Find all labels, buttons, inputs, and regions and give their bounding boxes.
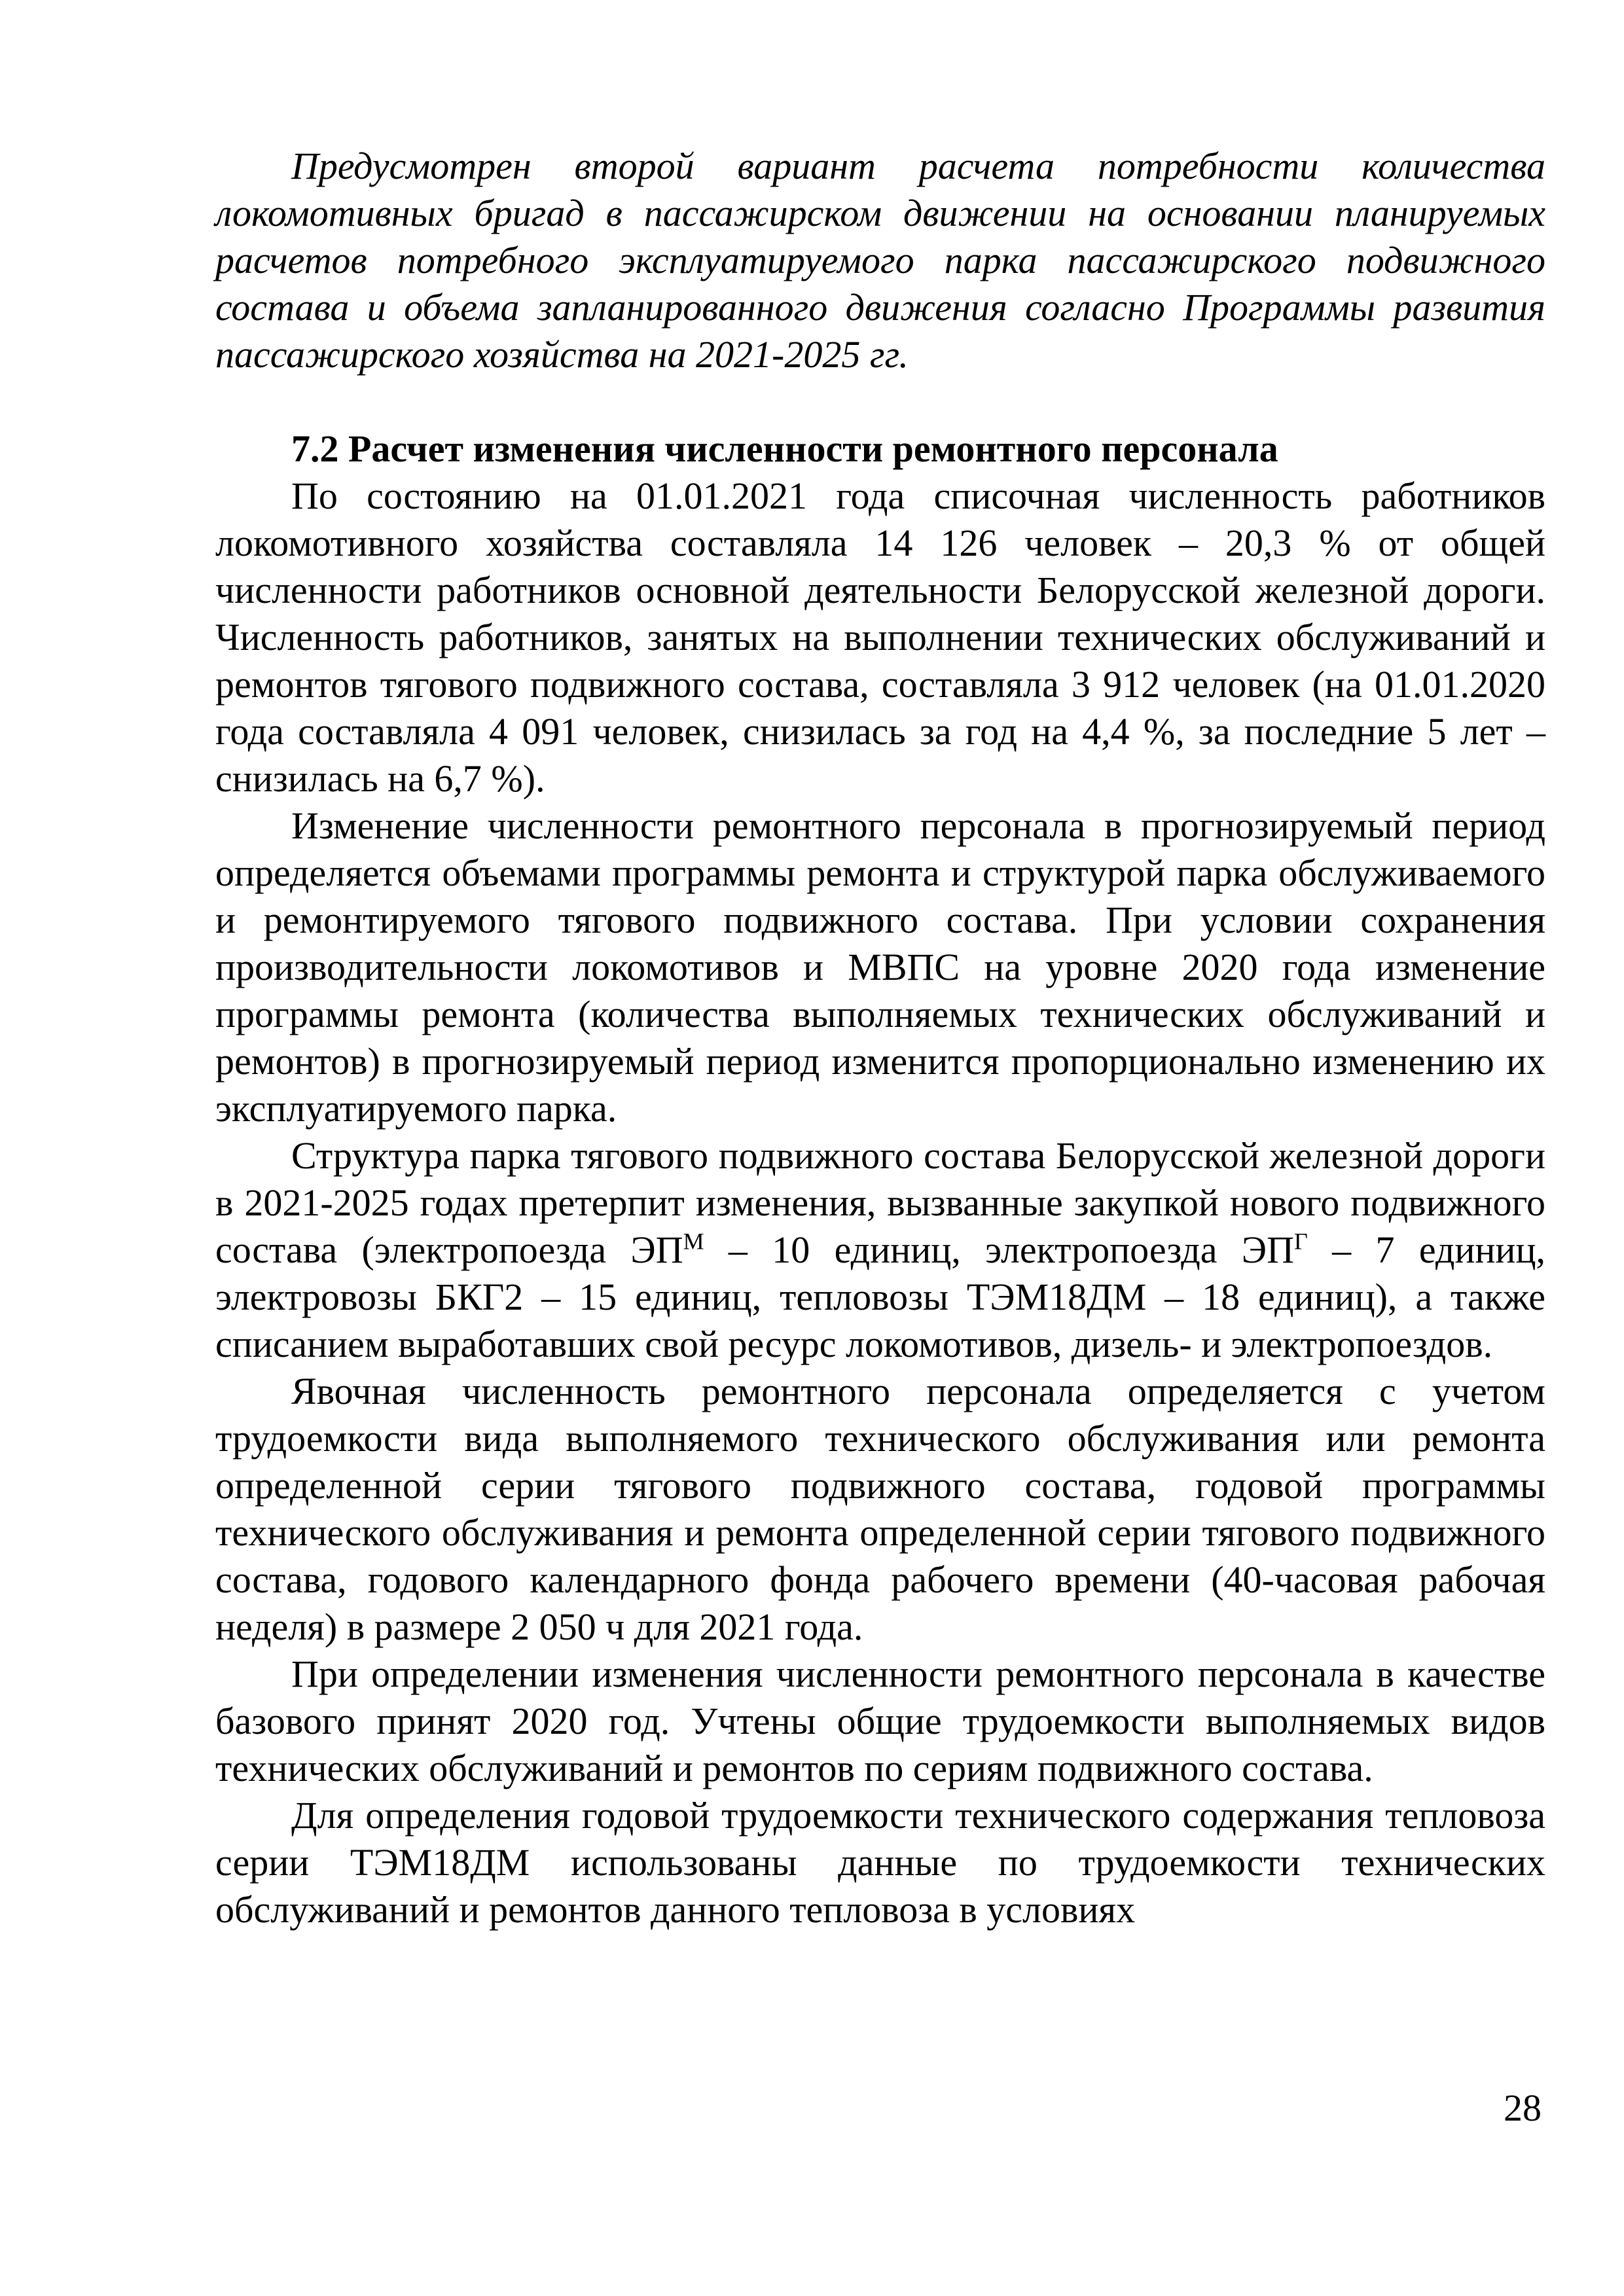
paragraph-text: – 10 единиц, электропоезда ЭП: [704, 1229, 1294, 1271]
paragraph-text: Для определения годовой трудоемкости технического содержания тепловоза серии ТЭМ18ДМ использованы данные по трудоемкости технических обслуживаний и ремонтов данного тепловоза в условиях: [215, 1794, 1545, 1931]
paragraph: [215, 473, 1545, 802]
paragraph-text: 7.2 Расчет изменения численности ремонтного персонала: [291, 427, 1278, 470]
paragraph-text: По состоянию на 01.01.2021 года списочная численность работников локомотивного хозяйства составляла 14 126 человек – 20,3 % от общей численности работников основной деятельности Белорусской железной дороги. Численность работников, занятых на выполнении технических обслуживаний и ремонтов тягового подвижного состава, составляла 3 912 человек (на 01.01.2020 года составляла 4 091 человек, снизилась за год на 4,4 %, за последние 5 лет – снизилась на 6,7 %).: [215, 475, 1545, 800]
paragraph-text: Явочная численность ремонтного персонала определяется с учетом трудоемкости вида выполняемого технического обслуживания или ремонта определенной серии тягового подвижного состава, годовой программы технического обслуживания и ремонта определенной серии тягового подвижного состава, годового календарного фонда рабочего времени (40-часовая рабочая неделя) в размере 2 050 ч для 2021 года.: [215, 1370, 1545, 1648]
paragraph: [215, 802, 1545, 1132]
paragraph: [215, 1368, 1545, 1651]
paragraph: [215, 143, 1545, 378]
superscript-text: Г: [1293, 1228, 1308, 1255]
paragraph-text: – 7 единиц, электровозы БКГ2 – 15 единиц, тепловозы ТЭМ18ДМ – 18 единиц), а также списанием выработавших свой ресурс локомотивов, дизель- и электропоездов.: [215, 1229, 1545, 1365]
paragraph-text: Изменение численности ремонтного персонала в прогнозируемый период определяется объемами программы ремонта и структурой парка обслуживаемого и ремонтируемого тягового подвижного состава. При условии сохранения производительности локомотивов и МВПС на уровне 2020 года изменение программы ремонта (количества выполняемых технических обслуживаний и ремонтов) в прогнозируемый период изменится пропорционально изменению их эксплуатируемого парка.: [215, 804, 1545, 1130]
section-heading: [215, 425, 1545, 473]
page-number: 28: [1504, 2087, 1542, 2129]
paragraph-text: Структура парка тягового подвижного состава Белорусской железной дороги в 2021-2025 годах претерпит изменения, вызванные закупкой нового подвижного состава (электропоезда ЭП: [215, 1134, 1545, 1271]
superscript-text: М: [683, 1228, 704, 1255]
paragraph: [215, 1132, 1545, 1368]
paragraph: [215, 1792, 1545, 1933]
paragraph-text: При определении изменения численности ремонтного персонала в качестве базового принят 2020 год. Учтены общие трудоемкости выполняемых видов технических обслуживаний и ремонтов по сериям подвижного состава.: [215, 1653, 1545, 1789]
paragraph: [215, 1651, 1545, 1792]
document-body: [215, 143, 1545, 1933]
paragraph-text: Предусмотрен второй вариант расчета потребности количества локомотивных бригад в пассажирском движении на основании планируемых расчетов потребного эксплуатируемого парка пассажирского подвижного состава и объема запланированного движения согласно Программы развития пассажирского хозяйства на 2021-2025 гг.: [215, 145, 1545, 376]
